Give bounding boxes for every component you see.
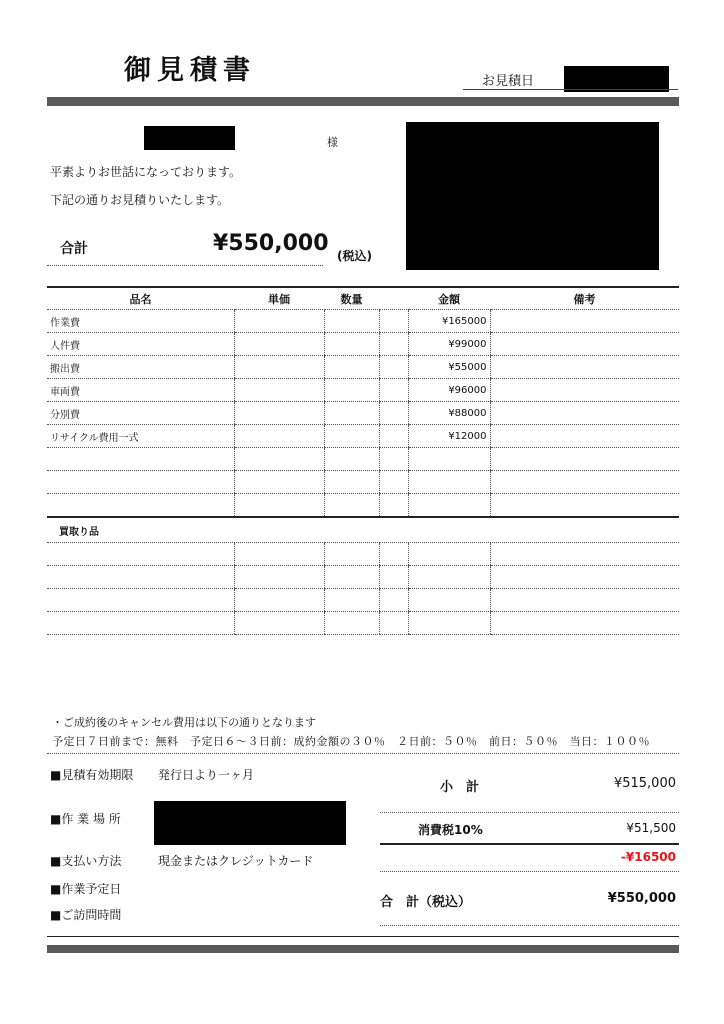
table-row xyxy=(47,494,679,518)
total-tax-note: (税込) xyxy=(337,249,372,263)
location-label: ■作 業 場 所 xyxy=(50,812,121,826)
item-amount: ¥96000 xyxy=(408,379,490,402)
total-underline xyxy=(47,265,323,266)
subtotal-underline xyxy=(380,812,679,813)
items-table xyxy=(47,286,679,635)
validity-label: ■見積有効期限 xyxy=(50,768,134,782)
greeting-line-2: 下記の通りお見積りいたします。 xyxy=(50,193,230,207)
payment-label: ■支払い方法 xyxy=(50,854,122,868)
header-blank xyxy=(379,287,408,310)
tax-underline xyxy=(380,843,679,845)
table-row xyxy=(47,402,679,425)
footer-bar xyxy=(47,945,679,953)
table-row xyxy=(47,612,679,635)
item-amount: ¥55000 xyxy=(408,356,490,379)
item-name: 分別費 xyxy=(47,402,234,425)
document-title: 御見積書 xyxy=(124,55,256,86)
table-row xyxy=(47,310,679,333)
table-header-row xyxy=(47,287,679,310)
honorific: 様 xyxy=(327,136,338,149)
estimate-date-label: お見積日 xyxy=(482,74,535,89)
redacted-customer-name xyxy=(144,126,235,150)
subtotal-label: 小 計 xyxy=(440,780,480,795)
header-amount: 金額 xyxy=(408,287,490,310)
grand-total-underline xyxy=(380,925,679,926)
validity-value: 発行日より一ヶ月 xyxy=(158,768,255,782)
total-label: 合計 xyxy=(60,241,88,257)
item-name: 搬出費 xyxy=(47,356,234,379)
table-row xyxy=(47,543,679,566)
header-remarks: 備考 xyxy=(490,287,679,310)
tax-label: 消費税10% xyxy=(418,823,483,837)
table-row xyxy=(47,333,679,356)
item-amount: ¥99000 xyxy=(408,333,490,356)
item-name: リサイクル費用一式 xyxy=(47,425,234,448)
visit-time-label: ■ご訪問時間 xyxy=(50,908,122,922)
subtotal-value: ¥515,000 xyxy=(613,776,676,791)
cancellation-underline xyxy=(47,753,679,754)
header-unit-price: 単価 xyxy=(234,287,324,310)
buyback-section-row xyxy=(47,517,679,543)
date-underline xyxy=(463,89,678,90)
item-name: 車両費 xyxy=(47,379,234,402)
redacted-company-info xyxy=(406,122,659,270)
cancellation-text: 予定日７日前まで：無料 予定日６〜３日前：成約金額の３０％ ２日前：５０％ 前日：５０％ 当日：１００％ xyxy=(52,735,650,748)
header-bar xyxy=(47,97,679,106)
item-amount: ¥165000 xyxy=(408,310,490,333)
tax-value: ¥51,500 xyxy=(626,821,676,835)
redacted-location xyxy=(154,801,346,845)
total-amount: ¥550,000 xyxy=(213,231,329,256)
item-amount: ¥12000 xyxy=(408,425,490,448)
buyback-label: 買取り品 xyxy=(47,517,679,543)
table-row xyxy=(47,589,679,612)
item-name: 人件費 xyxy=(47,333,234,356)
header-item-name: 品名 xyxy=(47,287,234,310)
discount-value: -¥16500 xyxy=(620,850,676,864)
table-row xyxy=(47,379,679,402)
table-row xyxy=(47,425,679,448)
discount-underline xyxy=(380,871,679,872)
table-row xyxy=(47,471,679,494)
table-row xyxy=(47,448,679,471)
item-amount: ¥88000 xyxy=(408,402,490,425)
table-row xyxy=(47,356,679,379)
cancellation-title: ・ご成約後のキャンセル費用は以下の通りとなります xyxy=(52,716,316,729)
schedule-label: ■作業予定日 xyxy=(50,882,122,896)
item-name: 作業費 xyxy=(47,310,234,333)
header-quantity: 数量 xyxy=(324,287,379,310)
grand-total-value: ¥550,000 xyxy=(607,891,676,906)
greeting-line-1: 平素よりお世話になっております。 xyxy=(50,165,242,179)
table-row xyxy=(47,566,679,589)
payment-value: 現金またはクレジットカード xyxy=(158,854,314,868)
footer-line xyxy=(47,936,679,937)
grand-total-label: 合 計（税込） xyxy=(380,895,472,910)
